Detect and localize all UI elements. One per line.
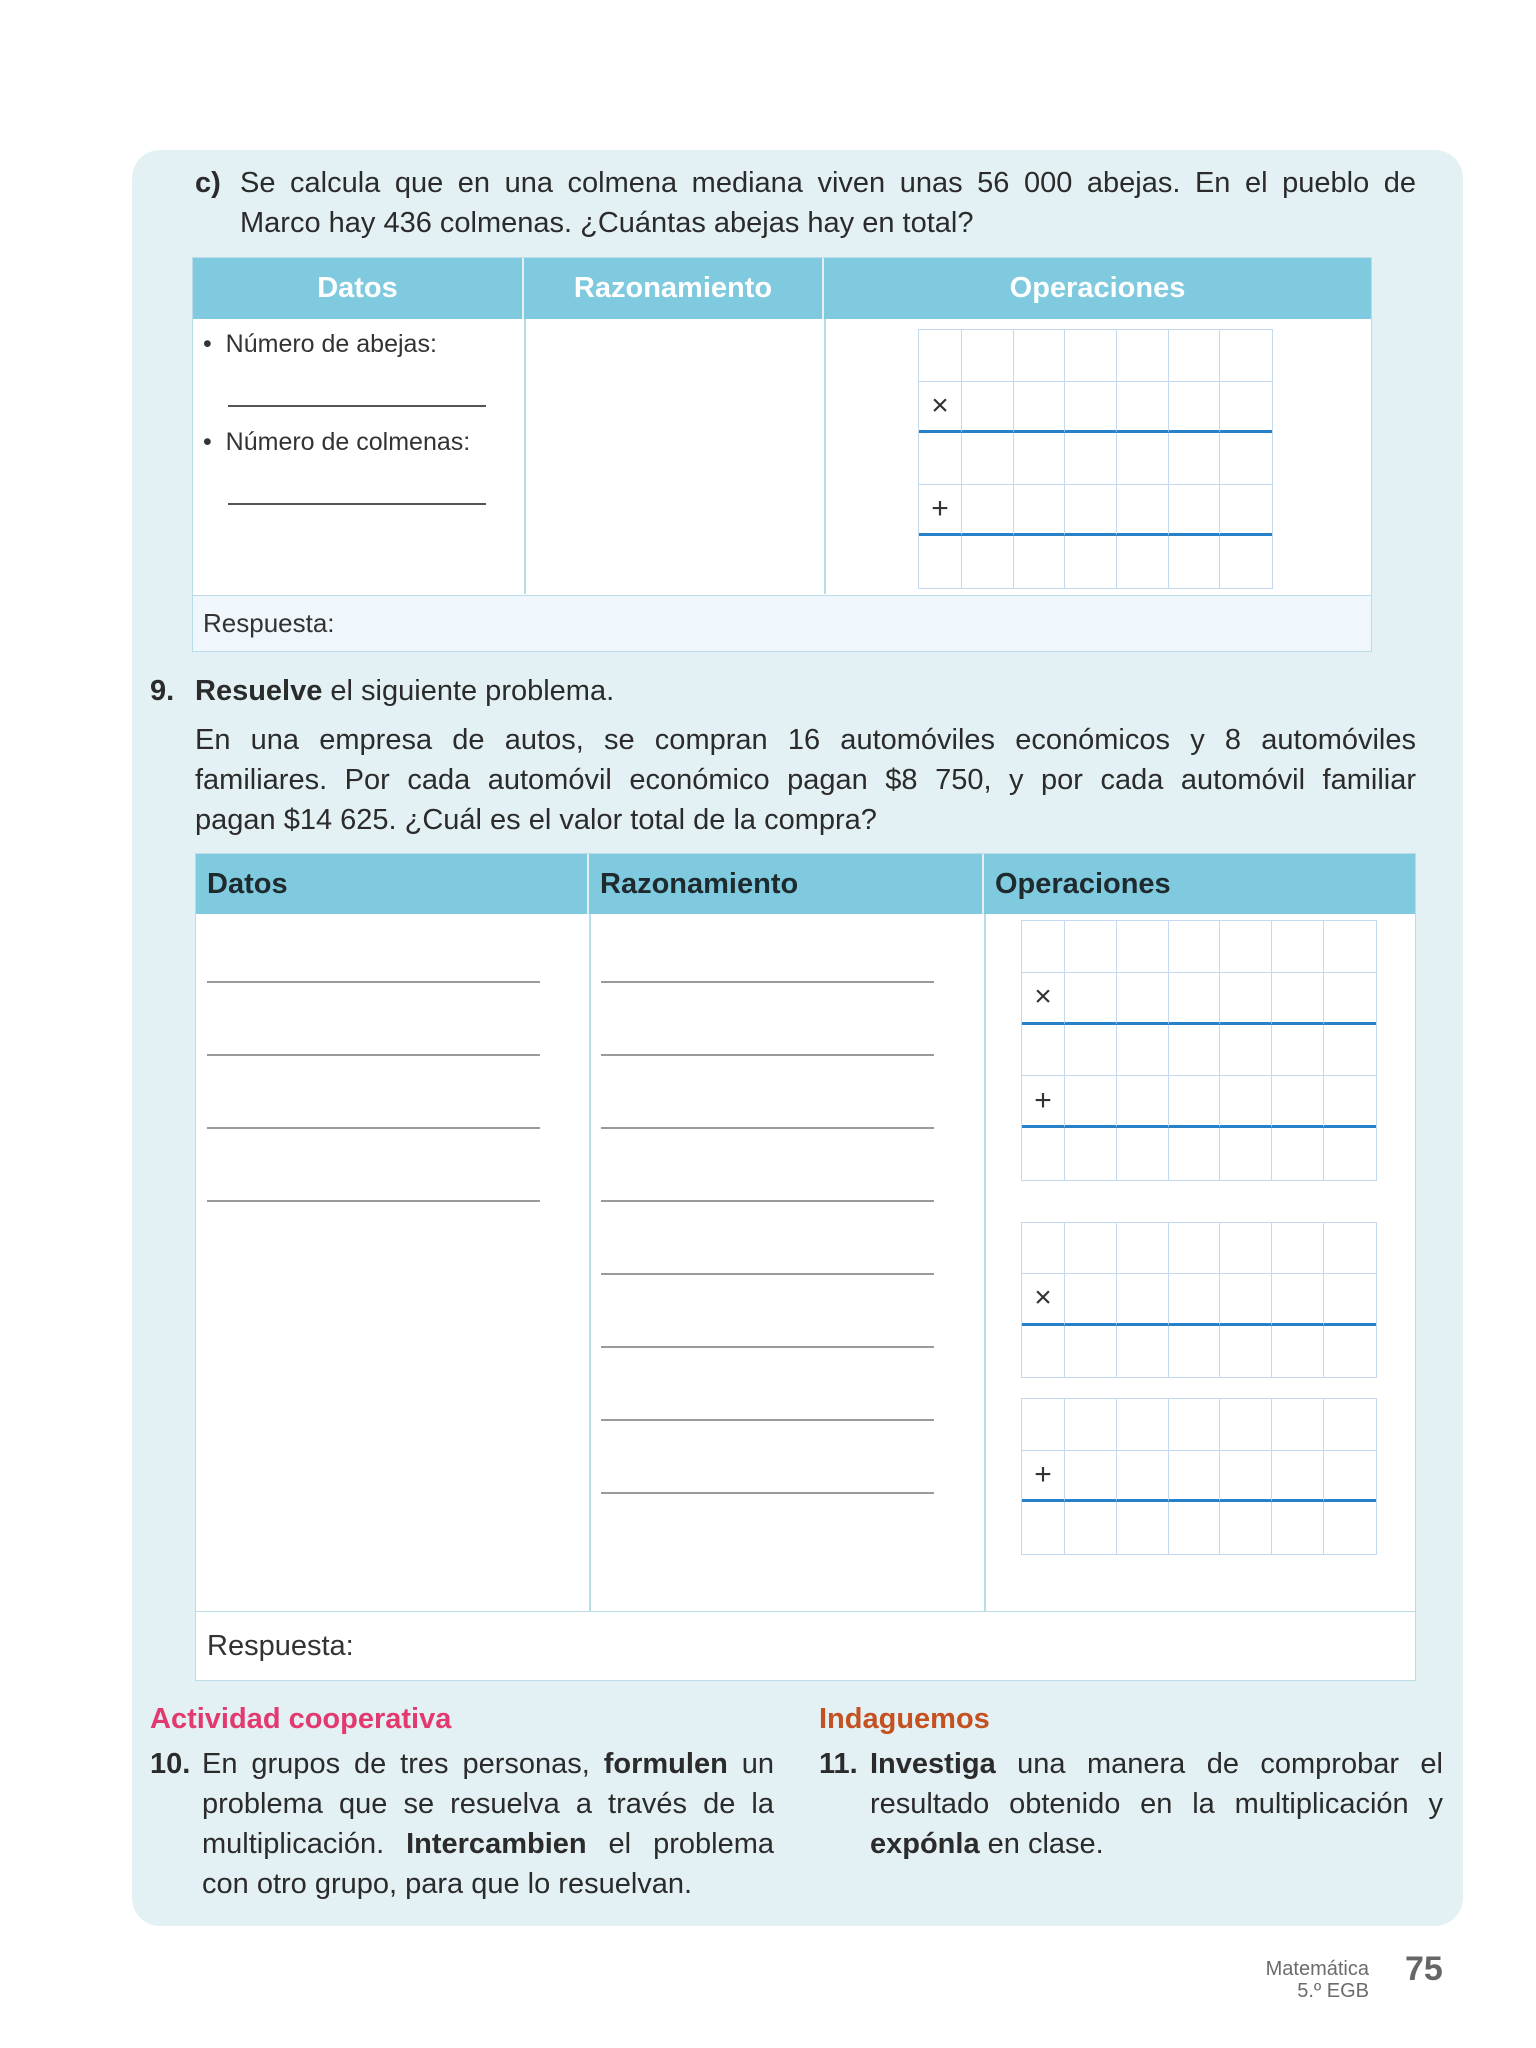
section-title-text: Indaguemos: [819, 1703, 990, 1735]
grid-cell[interactable]: [962, 433, 1014, 485]
grid-cell[interactable]: [1169, 1274, 1221, 1325]
grid-cell[interactable]: [1065, 1451, 1117, 1503]
text-span: el problema: [586, 1828, 774, 1860]
grid-cell[interactable]: [1220, 1326, 1272, 1377]
column-divider: [984, 914, 986, 1611]
plus-sign-icon[interactable]: +: [1022, 1076, 1065, 1128]
grid-cell[interactable]: [1065, 536, 1117, 588]
grid-cell[interactable]: [1014, 382, 1066, 434]
section-title-text: Actividad cooperativa: [150, 1703, 452, 1735]
table-header: [196, 854, 1415, 914]
grid-cell[interactable]: [1220, 382, 1272, 434]
part-c-line-2: Marco hay 436 colmenas. ¿Cuántas abejas hay en total?: [240, 207, 974, 239]
grid-cell[interactable]: [1169, 921, 1221, 973]
activity-11-line-3: [870, 1824, 1443, 1864]
grid-cell[interactable]: [1022, 1399, 1065, 1451]
razonamiento-writing-line[interactable]: [601, 1419, 934, 1421]
problem-9-line-2: familiares. Por cada automóvil económico pagan $8 750, y por cada automóvil familiar: [195, 764, 1416, 796]
text-span: multiplicación.: [202, 1828, 407, 1860]
grid-cell[interactable]: [1220, 973, 1272, 1025]
grid-cell[interactable]: [1169, 1128, 1221, 1180]
grid-cell[interactable]: [1324, 1502, 1376, 1554]
grid-cell[interactable]: [1272, 1274, 1324, 1325]
razonamiento-writing-line[interactable]: [601, 1273, 934, 1275]
column-divider: [824, 319, 826, 594]
respuesta-row[interactable]: [193, 595, 1371, 651]
grid-cell[interactable]: [1065, 973, 1117, 1025]
grid-cell[interactable]: [1169, 485, 1221, 537]
grid-cell[interactable]: [1324, 1326, 1376, 1377]
grid-cell[interactable]: [1169, 1399, 1221, 1451]
grid-cell[interactable]: [1220, 1223, 1272, 1274]
header-razonamiento: Razonamiento: [589, 854, 984, 914]
grid-cell[interactable]: [1169, 1076, 1221, 1128]
bold-verb: Investiga: [870, 1748, 996, 1780]
razonamiento-writing-line[interactable]: [601, 1200, 934, 1202]
grid-cell[interactable]: [1272, 1502, 1324, 1554]
activity-11-line-2: resultado obtenido en la multiplicación y: [870, 1788, 1443, 1820]
grid-cell[interactable]: [1324, 1451, 1376, 1503]
razonamiento-writing-line[interactable]: [601, 981, 934, 983]
grid-cell[interactable]: [1014, 536, 1066, 588]
grid-cell[interactable]: [1220, 433, 1272, 485]
grid-cell[interactable]: [1117, 330, 1169, 382]
grid-cell[interactable]: [962, 382, 1014, 434]
grid-cell[interactable]: [1065, 921, 1117, 973]
grid-cell[interactable]: [1272, 1326, 1324, 1377]
section-title-actividad-cooperativa: [150, 1703, 451, 1736]
grid-cell[interactable]: [1022, 1223, 1065, 1274]
grid-cell[interactable]: [1324, 1076, 1376, 1128]
problem-9-number: 9.: [150, 675, 175, 707]
grid-cell[interactable]: [1169, 1326, 1221, 1377]
grid-cell[interactable]: [1022, 1025, 1065, 1077]
grid-cell[interactable]: [1272, 1451, 1324, 1503]
grid-cell[interactable]: [1117, 1502, 1169, 1554]
grid-cell[interactable]: [1220, 1502, 1272, 1554]
grid-cell[interactable]: [1220, 536, 1272, 588]
grid-cell[interactable]: [1117, 1076, 1169, 1128]
column-divider: [589, 914, 591, 1611]
header-operaciones: Operaciones: [1009, 272, 1186, 304]
problem-9-title: [195, 671, 614, 711]
grid-cell[interactable]: [1117, 973, 1169, 1025]
column-divider: [524, 319, 526, 594]
datos-item-label: Número de colmenas:: [225, 428, 471, 456]
razonamiento-writing-line[interactable]: [601, 1054, 934, 1056]
grid-cell[interactable]: [919, 536, 962, 588]
respuesta-row[interactable]: [196, 1611, 1415, 1680]
razonamiento-writing-line[interactable]: [601, 1492, 934, 1494]
table-header: [193, 258, 1371, 319]
grid-cell[interactable]: [1220, 485, 1272, 537]
grid-cell[interactable]: [1169, 330, 1221, 382]
grid-cell[interactable]: [1272, 1399, 1324, 1451]
grid-cell[interactable]: [1220, 1451, 1272, 1503]
activity-10-line-4: con otro grupo, para que lo resuelvan.: [202, 1868, 693, 1900]
grid-cell[interactable]: [1324, 973, 1376, 1025]
datos-item-abejas: • Número de abejas:: [203, 330, 437, 358]
activity-11-number: 11.: [819, 1748, 858, 1780]
grid-cell[interactable]: [1220, 1025, 1272, 1077]
grid-cell[interactable]: [1169, 1451, 1221, 1503]
respuesta-label: Respuesta:: [207, 1629, 354, 1662]
grid-cell[interactable]: [1117, 1326, 1169, 1377]
grid-cell[interactable]: [1220, 330, 1272, 382]
grid-cell[interactable]: [1117, 1223, 1169, 1274]
addition-grid[interactable]: [1021, 1398, 1377, 1555]
footer-grade: 5.º EGB: [1297, 1980, 1369, 2002]
multiplication-grid[interactable]: [918, 329, 1273, 589]
bold-verb: Intercambien: [406, 1828, 587, 1860]
grid-cell[interactable]: [1022, 1128, 1065, 1180]
multiplication-grid[interactable]: [1021, 920, 1377, 1181]
header-datos: Datos: [196, 854, 589, 914]
grid-cell[interactable]: [1272, 1223, 1324, 1274]
grid-cell[interactable]: [919, 330, 962, 382]
grid-cell[interactable]: [1169, 973, 1221, 1025]
grid-cell[interactable]: [1169, 1025, 1221, 1077]
razonamiento-writing-line[interactable]: [601, 1127, 934, 1129]
grid-cell[interactable]: [1065, 1025, 1117, 1077]
grid-cell[interactable]: [1117, 485, 1169, 537]
header-datos: Datos: [193, 258, 524, 319]
grid-cell[interactable]: [1272, 1076, 1324, 1128]
multiply-sign-icon[interactable]: ×: [1022, 973, 1065, 1025]
grid-cell[interactable]: [1117, 921, 1169, 973]
grid-cell[interactable]: [1117, 1025, 1169, 1077]
bold-verb: formulen: [603, 1748, 728, 1780]
grid-cell[interactable]: [962, 536, 1014, 588]
grid-cell[interactable]: [1272, 1025, 1324, 1077]
activity-10-line-1: [202, 1744, 774, 1784]
respuesta-label: Respuesta:: [203, 608, 335, 638]
plus-sign-icon[interactable]: +: [1022, 1451, 1065, 1503]
grid-cell[interactable]: [1014, 330, 1066, 382]
grid-cell[interactable]: [1117, 536, 1169, 588]
bold-verb: expónla: [870, 1828, 980, 1860]
grid-cell[interactable]: [1272, 973, 1324, 1025]
problem-9-title-rest: el siguiente problema.: [322, 675, 615, 707]
grid-cell[interactable]: [1065, 1326, 1117, 1377]
header-razonamiento: Razonamiento: [524, 258, 824, 319]
grid-cell[interactable]: [1324, 1399, 1376, 1451]
grid-cell[interactable]: [1065, 1128, 1117, 1180]
grid-cell[interactable]: [1169, 433, 1221, 485]
grid-cell[interactable]: [1065, 1076, 1117, 1128]
multiply-sign-icon[interactable]: ×: [1022, 1274, 1065, 1325]
plus-sign-icon[interactable]: +: [919, 485, 962, 537]
grid-cell[interactable]: [1065, 1223, 1117, 1274]
grid-cell[interactable]: [1169, 382, 1221, 434]
datos-writing-line[interactable]: [207, 1127, 540, 1129]
answer-line-colmenas[interactable]: [228, 503, 486, 505]
grid-cell[interactable]: [1272, 1128, 1324, 1180]
grid-cell[interactable]: [1324, 1223, 1376, 1274]
grid-cell[interactable]: [1022, 921, 1065, 973]
grid-cell[interactable]: [1117, 1451, 1169, 1503]
grid-cell[interactable]: [1065, 382, 1117, 434]
text-span: una manera de comprobar el: [995, 1748, 1443, 1780]
grid-cell[interactable]: [962, 485, 1014, 537]
grid-cell[interactable]: [1169, 536, 1221, 588]
grid-cell[interactable]: [1324, 1128, 1376, 1180]
text-span: En grupos de tres personas,: [202, 1748, 604, 1780]
grid-cell[interactable]: [962, 330, 1014, 382]
datos-writing-line[interactable]: [207, 1200, 540, 1202]
razonamiento-writing-line[interactable]: [601, 1346, 934, 1348]
footer-subject: [1266, 1958, 1369, 2002]
grid-cell[interactable]: [1117, 1274, 1169, 1325]
activity-10-line-2: problema que se resuelva a través de la: [202, 1788, 774, 1820]
grid-cell[interactable]: [1065, 1274, 1117, 1325]
answer-line-abejas[interactable]: [228, 405, 486, 407]
grid-cell[interactable]: [1324, 1274, 1376, 1325]
grid-cell[interactable]: [1169, 1502, 1221, 1554]
grid-cell[interactable]: [1065, 485, 1117, 537]
footer-subject-name: Matemática: [1265, 1958, 1369, 1980]
grid-cell[interactable]: [1022, 1502, 1065, 1554]
grid-cell[interactable]: [1065, 1502, 1117, 1554]
page-number: 75: [1405, 1950, 1443, 1988]
grid-cell[interactable]: [1117, 1399, 1169, 1451]
datos-writing-line[interactable]: [207, 981, 540, 983]
problem-9-line-3: pagan $14 625. ¿Cuál es el valor total de la compra?: [195, 804, 877, 836]
activity-11-text: [870, 1744, 1443, 1864]
multiplication-grid[interactable]: [1021, 1222, 1377, 1378]
part-c-label: c): [195, 167, 221, 199]
activity-10-number: 10.: [150, 1748, 191, 1780]
grid-cell[interactable]: [1220, 1076, 1272, 1128]
problem-9-verb: Resuelve: [195, 675, 323, 707]
grid-cell[interactable]: [1220, 1128, 1272, 1180]
activity-11-line-1: [870, 1744, 1443, 1784]
grid-cell[interactable]: [1220, 1399, 1272, 1451]
grid-cell[interactable]: [1117, 382, 1169, 434]
grid-cell[interactable]: [1220, 1274, 1272, 1325]
grid-cell[interactable]: [1117, 433, 1169, 485]
activity-10-line-3: [202, 1824, 774, 1864]
header-operaciones: Operaciones: [995, 867, 1171, 900]
problem-9-line-1: En una empresa de autos, se compran 16 automóviles económicos y 8 automóviles: [195, 724, 1416, 756]
grid-cell[interactable]: [1117, 1128, 1169, 1180]
grid-cell[interactable]: [1324, 921, 1376, 973]
section-title-indaguemos: [819, 1703, 990, 1736]
multiply-sign-icon[interactable]: ×: [919, 382, 962, 434]
grid-cell[interactable]: [1220, 921, 1272, 973]
activity-10-text: [202, 1744, 774, 1904]
part-c-line-1: Se calcula que en una colmena mediana viven unas 56 000 abejas. En el pueblo de: [240, 167, 1416, 199]
grid-cell[interactable]: [1014, 433, 1066, 485]
grid-cell[interactable]: [919, 433, 962, 485]
grid-cell[interactable]: [1014, 485, 1066, 537]
datos-item-label: Número de abejas:: [225, 330, 437, 358]
grid-cell[interactable]: [1065, 330, 1117, 382]
grid-cell[interactable]: [1169, 1223, 1221, 1274]
text-span: un: [727, 1748, 774, 1780]
grid-cell[interactable]: [1065, 1399, 1117, 1451]
text-span: en clase.: [979, 1828, 1104, 1860]
grid-cell[interactable]: [1022, 1326, 1065, 1377]
grid-cell[interactable]: [1324, 1025, 1376, 1077]
datos-item-colmenas: • Número de colmenas:: [203, 428, 471, 456]
datos-writing-line[interactable]: [207, 1054, 540, 1056]
grid-cell[interactable]: [1272, 921, 1324, 973]
grid-cell[interactable]: [1065, 433, 1117, 485]
